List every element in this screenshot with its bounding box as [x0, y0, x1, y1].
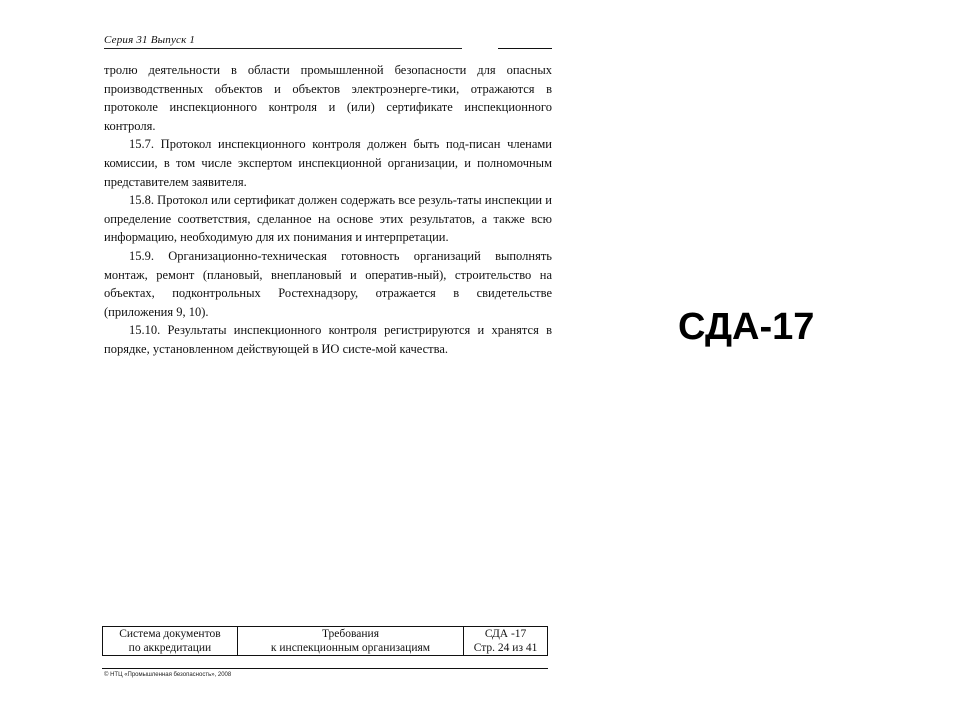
footer-doc-title-line1: Требования — [321, 628, 379, 640]
paragraph-15-8: 15.8. Протокол или сертификат должен содержать все резуль-таты инспекции и определение соответствия, сделанное на основе этих результатов, а также всю информацию, необходимую для их понимания и интерпретации. — [104, 193, 552, 245]
copyright-text: © НТЦ «Промышленная безопасность», 2008 — [104, 672, 232, 678]
document-code-label: СДА-17 — [678, 306, 815, 348]
footer-doc-system — [103, 627, 238, 656]
series-header: Серия 31 Выпуск 1 — [104, 34, 196, 46]
paragraph-continuation: тролю деятельности в области промышленной безопасности для опасных производственных объектов и объектов электроэнерге-тики, отражаются в протоколе инспекционного контроля и (или) сертификате инспекционного контроля. — [104, 63, 552, 133]
footer-doc-system-line1: Система документов — [119, 628, 221, 640]
footer-table — [102, 626, 548, 656]
footer-doc-system-line2: по аккредитации — [128, 642, 212, 654]
footer-doc-code-line1: СДА -17 — [484, 628, 527, 640]
paragraph-15-10: 15.10. Результаты инспекционного контроля регистрируются и хранятся в порядке, установленном действующей в ИО систе-мой качества. — [104, 323, 552, 356]
footer-page-number: Стр. 24 из 41 — [473, 642, 538, 654]
footer-doc-code — [464, 627, 548, 656]
footer-doc-title — [237, 627, 463, 656]
paragraph-15-7: 15.7. Протокол инспекционного контроля должен быть под-писан членами комиссии, в том числе экспертом инспекционной организации, и полномочным представителем заявителя. — [104, 137, 552, 189]
footer-doc-title-line2: к инспекционным организациям — [270, 642, 431, 654]
header-rule-short — [498, 48, 552, 49]
footer-rule — [102, 668, 548, 669]
header-rule — [104, 48, 462, 49]
paragraph-15-9: 15.9. Организационно-техническая готовность организаций выполнять монтаж, ремонт (плановый, внеплановый и оператив-ный), строительство на объектах, подконтрольных Ростехнадзору, отражается в свидетельстве (приложения 9, 10). — [104, 248, 552, 319]
body-text — [104, 61, 552, 359]
